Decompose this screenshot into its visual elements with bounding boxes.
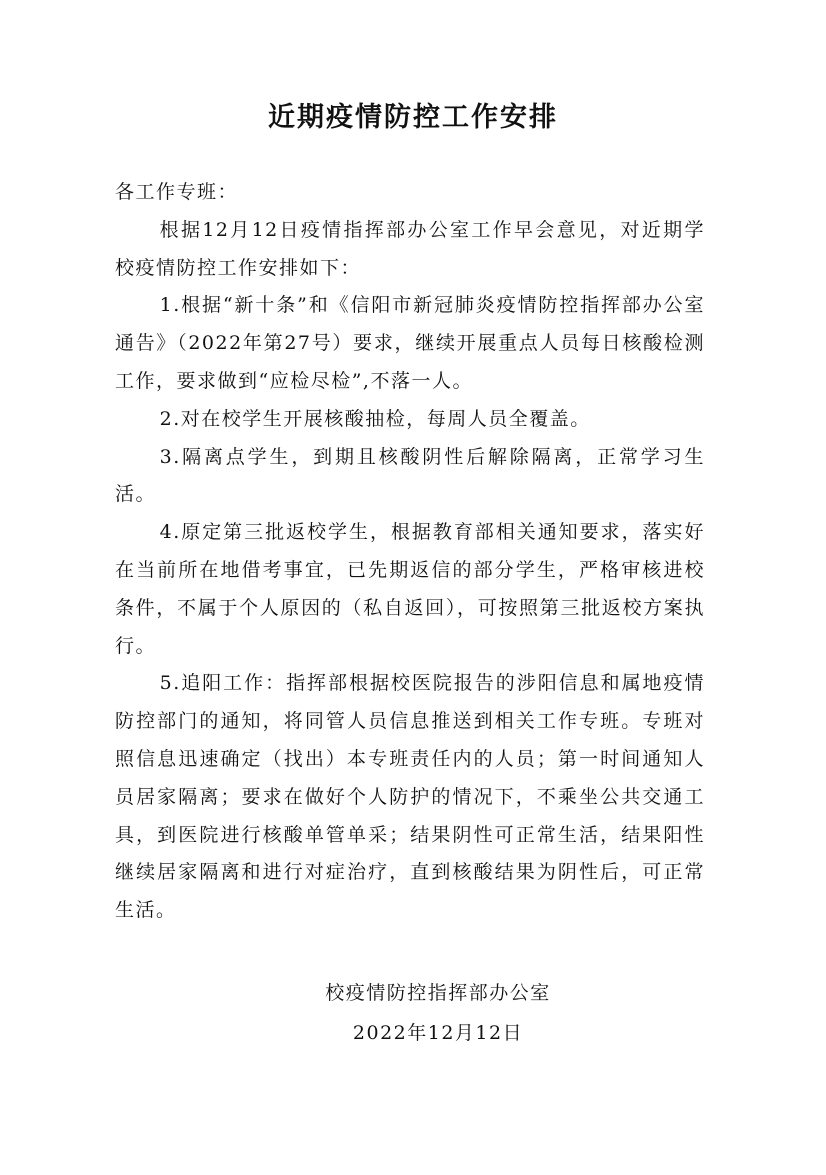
item-3: 3.隔离点学生，到期且核酸阴性后解除隔离，正常学习生活。: [115, 445, 705, 506]
document-body: [115, 174, 705, 930]
item-5: 5.追阳工作：指挥部根据校医院报告的涉阳信息和属地疫情防控部门的通知，将同管人员信息推送到相关工作专班。专班对照信息迅速确定（找出）本专班责任内的人员；第一时间通知人员居家隔离；要求在做好个人防护的情况下，不乘坐公共交通工具，到医院进行核酸单管单采；结果阴性可正常生活，结果阳性继续居家隔离和进行对症治疗，直到核酸结果为阴性后，可正常生活。: [115, 672, 705, 922]
signature-date: 2022年12月12日: [352, 1022, 524, 1044]
item-4: 4.原定第三批返校学生，根据教育部相关通知要求，落实好在当前所在地借考事宜，已先期返信的部分学生，严格审核进校条件，不属于个人原因的（私自返回），可按照第三批返校方案执行。: [115, 521, 705, 657]
signature-block: [0, 973, 826, 1053]
document-title: 近期疫情防控工作安排: [268, 102, 558, 133]
intro-paragraph: 根据12月12日疫情指挥部办公室工作早会意见，对近期学校疫情防控工作安排如下：: [115, 218, 705, 279]
item-2: 2.对在校学生开展核酸抽检，每周人员全覆盖。: [159, 407, 591, 430]
item-1: 1.根据“新十条”和《信阳市新冠肺炎疫情防控指挥部办公室通告》（2022年第27号）要求，继续开展重点人员每日核酸检测工作，要求做到“应检尽检”,不落一人。: [115, 294, 705, 392]
salutation: 各工作专班：: [115, 181, 239, 203]
signature-org: 校疫情防控指挥部办公室: [325, 982, 551, 1004]
